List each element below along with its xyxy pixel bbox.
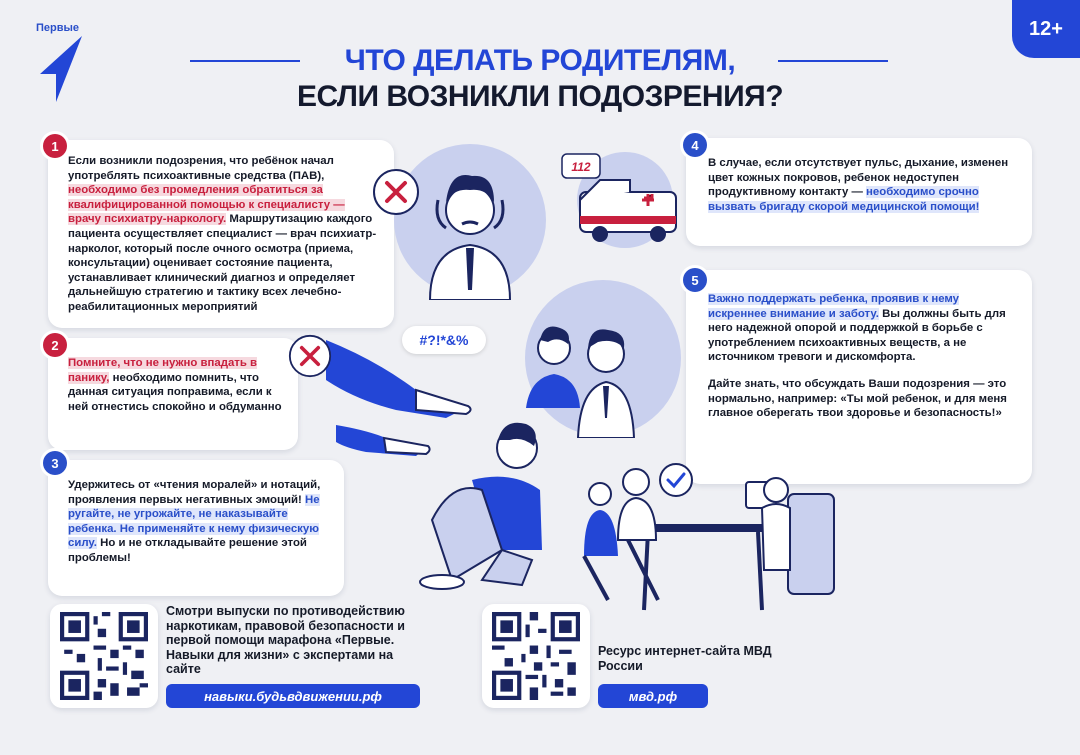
qr-code-right-icon[interactable] <box>492 612 580 700</box>
age-rating-badge: 12+ <box>1012 0 1080 58</box>
step-5-card <box>686 270 1032 484</box>
step-2-text: необходимо помнить, что данная ситуация поправима, если к ней отнестись спокойно и обдуманно <box>68 371 282 413</box>
step-5-highlight: Важно поддержать ребенка, проявив к нему искреннее внимание и заботу. <box>708 293 959 320</box>
parent-child-illustration <box>518 278 688 438</box>
cross-mark-icon-2 <box>288 334 332 378</box>
step-3-text: Удержитесь от «чтения моралей» и нотаций, проявления первых негативных эмоций! <box>68 479 321 506</box>
step-1-highlight: необходимо без промедления обратиться за квалифицированной помощью к специалисту — врачу психиатру-наркологу. <box>68 184 345 226</box>
step-3-number: 3 <box>43 451 67 475</box>
qr-card-left <box>50 604 158 708</box>
checkmark-icon <box>658 462 694 498</box>
step-3-highlight: Не ругайте, не угрожайте, не наказывайте ребенка. Не применяйте к нему физическую силу. <box>68 493 320 550</box>
step-5-example: Дайте знать, что обсуждать Ваши подозрения — это нормально, например: «Ты мой ребенок, и для меня главное оберегать твои здоровье и безопасность!» <box>708 377 1007 420</box>
footer-right-text: Ресурс интернет-сайта МВД России <box>598 644 772 673</box>
footer-left-text: Смотри выпуски по противодействию наркотикам, правовой безопасности и первой помощи марафона «Первые. Навыки для жизни» с экспертами на сайте <box>166 604 405 676</box>
step-5-number: 5 <box>683 268 707 292</box>
step-4-number: 4 <box>683 133 707 157</box>
step-4-highlight: необходимо срочно вызвать бригаду скорой медицинской помощи! <box>708 186 980 213</box>
step-3-details: Но и не откладывайте решение этой проблемы! <box>68 537 307 564</box>
step-2-card <box>48 338 298 450</box>
doctor-consultation-illustration <box>578 460 840 620</box>
step-4-card <box>686 138 1032 246</box>
qr-card-right <box>482 604 590 708</box>
step-4-text: В случае, если отсутствует пульс, дыхание, изменен цвет кожных покровов, ребенок недоступен продуктивному контакту — <box>708 157 1009 199</box>
emotion-symbols-bubble: #?!*&% <box>402 326 486 354</box>
brand-name: Первые <box>36 22 80 34</box>
step-1-card <box>48 140 394 328</box>
step-2-highlight: Помните, что не нужно впадать в панику, <box>68 357 258 384</box>
ambulance-number-label: 112 <box>571 160 591 174</box>
ambulance-illustration <box>560 140 690 250</box>
page-title-line1: ЧТО ДЕЛАТЬ РОДИТЕЛЯМ, <box>344 44 736 77</box>
step-1-number: 1 <box>43 134 67 158</box>
qr-code-left-icon[interactable] <box>60 612 148 700</box>
worried-parent-illustration <box>390 140 550 300</box>
step-2-number: 2 <box>43 333 67 357</box>
step-5-text: Вы должны быть для него надежной опорой и поддержкой в борьбе с употреблением психоактивных веществ, а не источником тревоги и дискомфорта. <box>708 307 1006 364</box>
footer-right-link[interactable]: мвд.рф <box>598 684 708 708</box>
page-title-line2: ЕСЛИ ВОЗНИКЛИ ПОДОЗРЕНИЯ? <box>296 80 784 113</box>
step-3-card <box>48 460 344 596</box>
footer-left-link[interactable]: навыки.будьвдвижении.рф <box>166 684 420 708</box>
step-1-details: Маршрутизацию каждого пациента осуществляет специалист — врач психиатр-нарколог, который после очного осмотра (приема, консультации) оценивает состояние пациента, устанавливает клинический диагноз и определяет дальнейшую стратегию и тактику всех лечебно-реабилитационных мероприятий <box>68 213 377 313</box>
step-1-text: Если возникли подозрения, что ребёнок начал употреблять психоактивные средства (ПАВ), <box>68 155 334 182</box>
cross-mark-icon <box>372 168 420 216</box>
